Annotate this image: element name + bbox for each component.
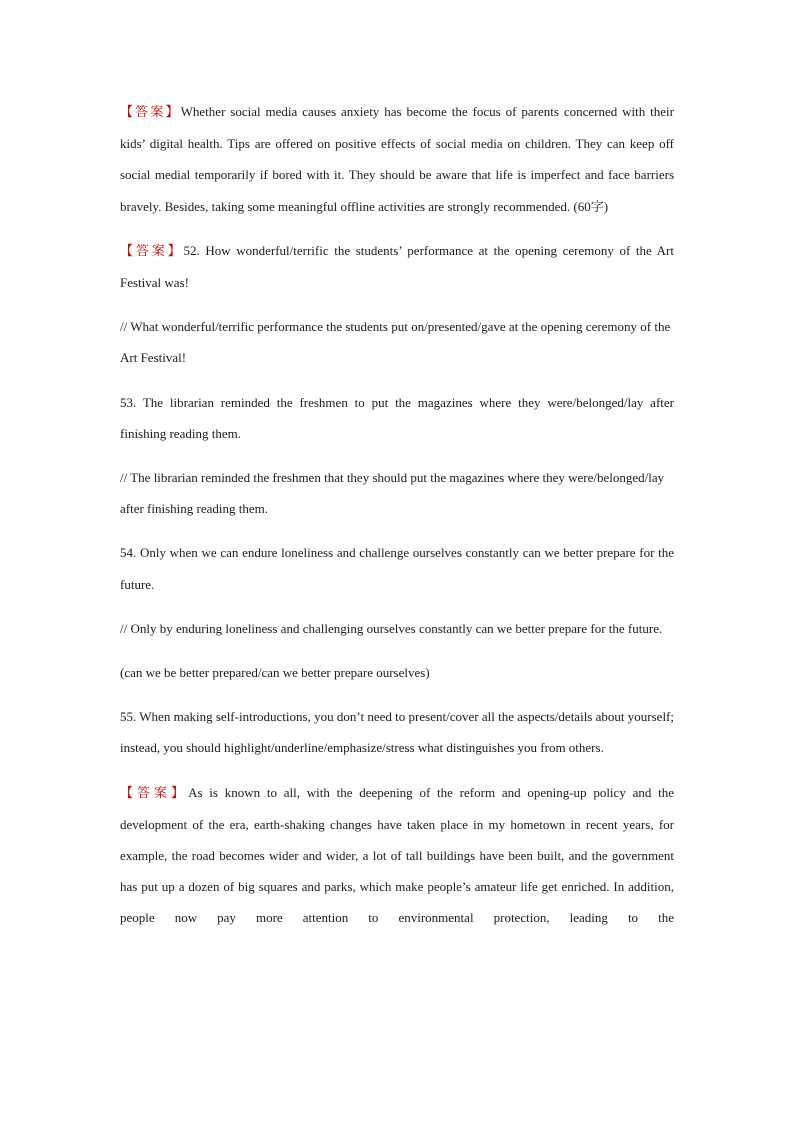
essay-answer bbox=[120, 777, 674, 934]
summary-text: Whether social media causes anxiety has become the focus of parents concerned with their kids’ digital health. Tips are offered on positive effects of social media on children. They can keep off social medial temporarily if bored with it. They should be aware that life is imperfect and face barriers bravely. Besides, taking some meaningful offline activities are strongly recommended. (60字) bbox=[120, 104, 674, 214]
answer-tag: 【答案】 bbox=[120, 785, 189, 801]
translation-55: 55. When making self-introductions, you don’t need to present/cover all the aspects/details about yourself; instead, you should highlight/underline/emphasize/stress what distinguishes you from others. bbox=[120, 709, 674, 756]
translation-54-note: (can we be better prepared/can we better prepare ourselves) bbox=[120, 665, 430, 681]
answer-tag: 【答案】 bbox=[120, 105, 181, 120]
translation-52 bbox=[120, 235, 674, 298]
translation-52-alt: // What wonderful/terrific performance the students put on/presented/gave at the opening ceremony of the Art Festival! bbox=[120, 319, 671, 366]
translation-53: 53. The librarian reminded the freshmen to put the magazines where they were/belonged/lay after finishing reading them. bbox=[120, 394, 674, 441]
answer-tag: 【答案】 bbox=[120, 243, 184, 259]
translation-54: 54. Only when we can endure loneliness and challenge ourselves constantly can we better prepare for the future. bbox=[120, 545, 674, 592]
translation-52-text: 52. How wonderful/terrific the students’ performance at the opening ceremony of the Art Festival was! bbox=[120, 242, 674, 291]
answer-content bbox=[120, 96, 674, 947]
translation-54-alt: // Only by enduring loneliness and challenging ourselves constantly can we better prepare for the future. bbox=[120, 620, 663, 636]
essay-text: As is known to all, with the deepening of the reform and opening-up policy and the development of the era, earth-shaking changes have taken place in my hometown in recent years, for example, the road becomes wider and wider, a lot of tall buildings have been built, and the government has put up a dozen of big squares and parks, which make people’s amateur life get enriched. In addition, people now pay more attention to environmental protection, leading to the bbox=[120, 784, 674, 926]
translation-53-alt: // The librarian reminded the freshmen that they should put the magazines where they were/belonged/lay after finishing reading them. bbox=[120, 470, 665, 517]
summary-answer bbox=[120, 96, 674, 222]
